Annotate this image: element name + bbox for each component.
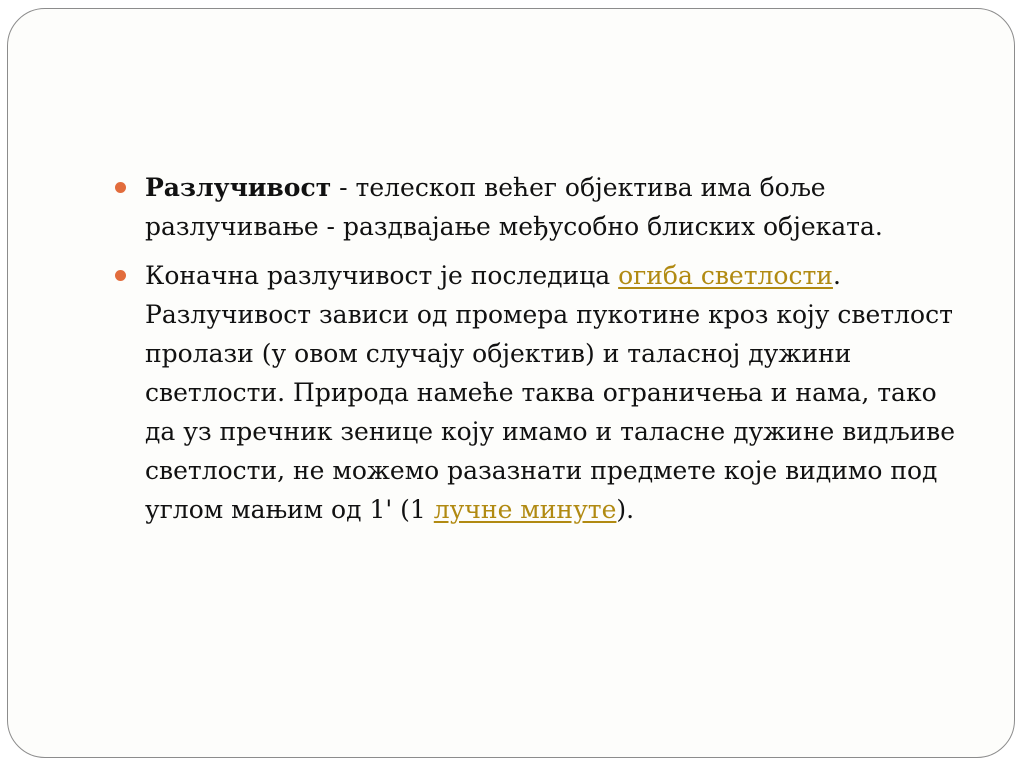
bullet-dot-icon (115, 270, 126, 281)
bullet-list (112, 168, 962, 529)
bullet-text-middle: . Разлучивост зависи од промера пукотине кроз коју светлост пролази (у овом случају објектив) и таласној дужини светлости. Природа намеће таква ограничења и нама, тако да уз пречник зенице коју имамо и таласне дужине видљиве светлости, не можемо разазнати предмете које видимо под углом мањим од 1' (1 (145, 261, 955, 524)
bullet-text-before: Коначна разлучивост је последица (145, 261, 619, 290)
slide-content (112, 168, 962, 539)
bullet-item-resolution (112, 168, 962, 246)
bullet-text: - телескоп већег објектива има боље разлучивање - раздвајање међусобно блиских објеката. (145, 173, 883, 241)
bullet-term: Разлучивост (145, 173, 332, 202)
bullet-text-after: ). (616, 495, 635, 524)
bullet-item-final-resolution (112, 256, 962, 529)
link-arc-minute[interactable]: лучне минуте (433, 495, 617, 524)
link-diffraction[interactable]: огиба светлости (618, 261, 833, 290)
bullet-dot-icon (115, 182, 126, 193)
